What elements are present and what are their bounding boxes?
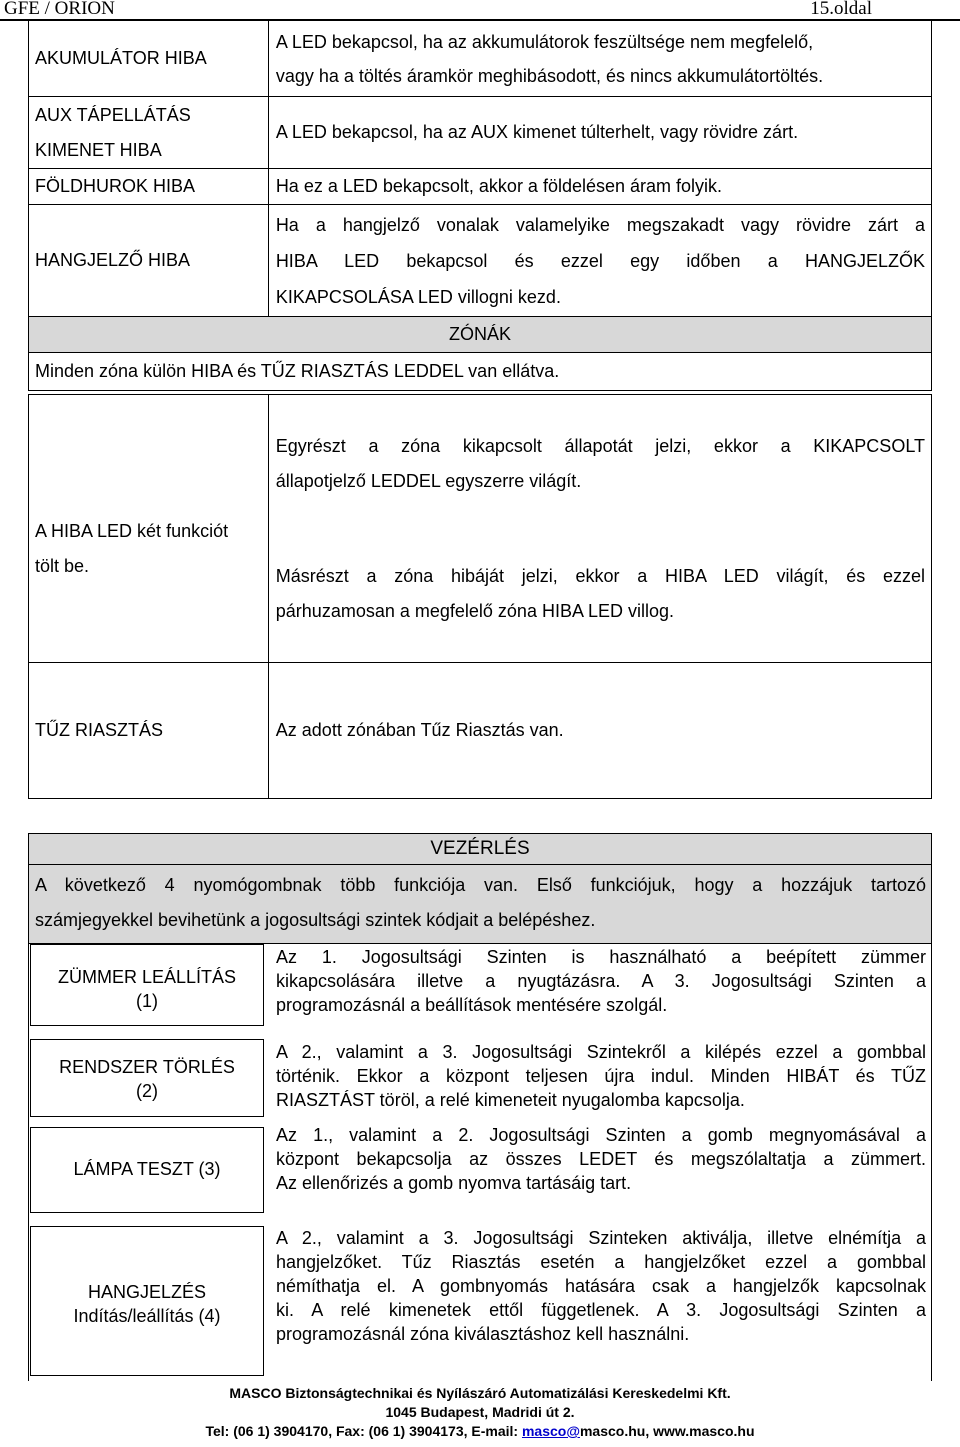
zones-intro: Minden zóna külön HIBA és TŰZ RIASZTÁS LEDDEL van ellátva.: [29, 353, 932, 391]
text-line: vagy ha a töltés áramkör meghibásodott, és nincs akkumulátortöltés.: [275, 65, 824, 86]
label-hiba-led: [29, 395, 269, 663]
desc-line: RIASZTÁST töröl, a relé kimeneteit nyugalomba kapcsolja.: [276, 1090, 745, 1110]
button-zummer-leallitas: [30, 944, 264, 1026]
footer-contact-prefix: Tel: (06 1) 3904170, Fax: (06 1) 3904173, E-mail:: [205, 1423, 522, 1439]
desc-line: ki. A relé kimenetek ettől függetlenek. A 3. Jogosultsági Szinten a: [276, 1300, 926, 1320]
row-foldhurok: [29, 169, 932, 205]
footer-contact-domain: masco.hu, www.masco.hu: [579, 1423, 755, 1439]
row-zones-heading: [29, 317, 932, 353]
doc-title: GFE / ORION: [4, 0, 115, 19]
desc-line: hangjelzőket. Tűz Riasztás esetén a hangjelzőket ezzel a gombbal: [276, 1252, 926, 1272]
fault-table: [28, 20, 932, 391]
desc-line: Az 1., valamint a 2. Jogosultsági Szinten a gomb megnyomásával a: [276, 1125, 926, 1145]
button-label-line: (1): [136, 991, 158, 1011]
spacer: [276, 499, 925, 559]
text-line: Egyrészt a zóna kikapcsolt állapotát jelzi, ekkor a KIKAPCSOLT: [275, 435, 925, 456]
button-label-line: HANGJELZÉS: [87, 1282, 207, 1302]
row-hangjelzo: [29, 205, 932, 317]
label-line: KIMENET HIBA: [35, 139, 162, 160]
desc-lampa-teszt: [276, 1123, 926, 1195]
label-tuz-riasztas: TŰZ RIASZTÁS: [29, 663, 269, 799]
button-label-line: Indítás/leállítás (4): [73, 1306, 221, 1326]
desc-line: programozásnál zóna kiválasztáshoz kell használni.: [276, 1324, 690, 1344]
email-link[interactable]: masco@: [521, 1423, 580, 1439]
button-label-line: ZÜMMER LEÁLLÍTÁS: [57, 967, 237, 987]
zone-led-table: [28, 394, 932, 799]
text-akkumulator: [268, 21, 931, 97]
control-heading: VEZÉRLÉS: [29, 834, 931, 865]
text-line: HIBA LED bekapcsol és ezzel egy időben a HANGJELZŐK: [275, 250, 925, 271]
text-hiba-led: [268, 395, 931, 663]
footer-address: 1045 Budapest, Madridi út 2.: [385, 1404, 575, 1420]
desc-rendszer-torles: [276, 1040, 926, 1112]
label-line: tölt be.: [35, 555, 90, 576]
footer-company: MASCO Biztonságtechnikai és Nyílászáró Automatizálási Kereskedelmi Kft.: [229, 1385, 731, 1401]
button-rendszer-torles: [30, 1039, 264, 1117]
desc-line: Az ellenőrizés a gomb nyomva tartásáig tart.: [276, 1173, 632, 1193]
text-tuz-riasztas: Az adott zónában Tűz Riasztás van.: [268, 663, 931, 799]
row-hiba-led: [29, 395, 932, 663]
desc-line: némíthatja el. A gombnyomás hatására csak a hangjelzők kapcsolnak: [276, 1276, 926, 1296]
control-intro: [35, 868, 926, 938]
desc-zummer-leallitas: [276, 945, 926, 1017]
button-label-line: (2): [136, 1081, 158, 1101]
desc-line: A 2., valamint a 3. Jogosultsági Szintekről a kilépés ezzel a gombbal: [276, 1042, 926, 1062]
text-line: A LED bekapcsol, ha az akkumulátorok feszültsége nem megfelelő,: [275, 31, 814, 52]
desc-line: Az 1. Jogosultsági Szinten is használható a beépített zümmer: [276, 947, 926, 967]
intro-line: A következő 4 nyomógombnak több funkciója van. Első funkciójuk, hogy a hozzájuk tartozó: [35, 875, 926, 895]
button-lampa-teszt: [30, 1127, 264, 1213]
page-header: [0, 0, 960, 20]
intro-line: számjegyekkel bevihetünk a jogosultsági szintek kódjait a belépéshez.: [35, 910, 596, 930]
desc-line: központ bekapcsolja az összes LEDET és megszólaltatja a zümmert.: [276, 1149, 926, 1169]
row-akkumulator: [29, 21, 932, 97]
label-akkumulator: AKUMULÁTOR HIBA: [29, 21, 269, 97]
text-line: Másrészt a zóna hibáját jelzi, ekkor a HIBA LED világít, és ezzel: [275, 565, 925, 586]
text-line: Ha a hangjelző vonalak valamelyike megszakadt vagy rövidre zárt a: [275, 214, 925, 235]
row-zones-intro: [29, 353, 932, 391]
row-aux: [29, 97, 932, 169]
footer-contact: [0, 1422, 960, 1441]
row-tuz-riasztas: [29, 663, 932, 799]
text-hangjelzo: [268, 205, 931, 317]
label-line: AUX TÁPELLÁTÁS: [35, 104, 191, 125]
text-aux: A LED bekapcsol, ha az AUX kimenet túlterhelt, vagy rövidre zárt.: [268, 97, 931, 169]
text-line: KIKAPCSOLÁSA LED villogni kezd.: [275, 286, 561, 307]
button-hangjelzes: [30, 1226, 264, 1376]
label-line: A HIBA LED két funkciót: [35, 520, 229, 541]
label-hangjelzo: HANGJELZŐ HIBA: [29, 205, 269, 317]
desc-line: programozásnál a beállítások mentésére szolgál.: [276, 995, 668, 1015]
page-footer: [0, 1384, 960, 1441]
text-foldhurok: Ha ez a LED bekapcsolt, akkor a földelésen áram folyik.: [268, 169, 931, 205]
button-label-line: RENDSZER TÖRLÉS: [59, 1057, 235, 1077]
zones-heading: ZÓNÁK: [29, 317, 932, 353]
desc-line: A 2., valamint a 3. Jogosultsági Szinteken aktiválja, illetve elnémítja a: [276, 1228, 926, 1248]
label-aux: [29, 97, 269, 169]
label-foldhurok: FÖLDHUROK HIBA: [29, 169, 269, 205]
button-label-line: LÁMPA TESZT (3): [73, 1159, 221, 1179]
page-number: 15.oldal: [810, 0, 872, 19]
desc-line: kikapcsolására illetve a nyugtázásra. A 3. Jogosultsági Szinten a: [276, 971, 926, 991]
text-line: párhuzamosan a megfelelő zóna HIBA LED villog.: [275, 600, 675, 621]
text-line: állapotjelző LEDDEL egyszerre világít.: [275, 470, 582, 491]
desc-line: történik. Ekkor a központ teljesen újra indul. Minden HIBÁT és TŰZ: [276, 1066, 926, 1086]
desc-hangjelzes: [276, 1226, 926, 1346]
